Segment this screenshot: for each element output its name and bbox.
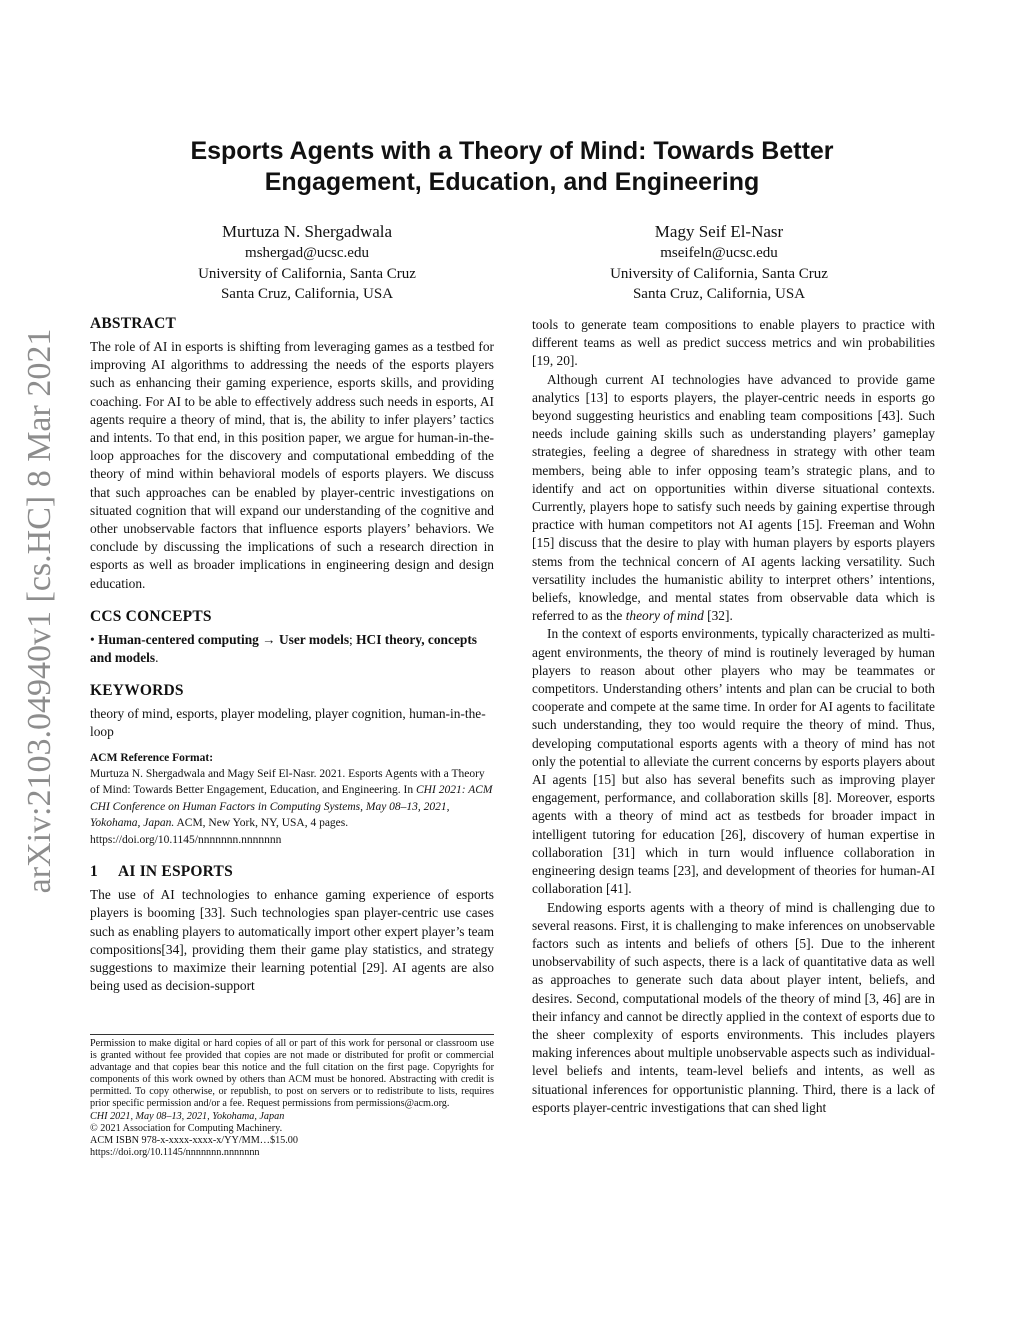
- ccs-bullet: •: [90, 631, 95, 647]
- keywords-text: theory of mind, esports, player modeling, player cognition, human-in-the-loop: [90, 706, 486, 740]
- paper-title: [120, 136, 904, 198]
- ccs-item-1: Human-centered computing: [98, 631, 259, 647]
- paragraph: [532, 371, 935, 626]
- paragraph-text: [32].: [703, 608, 733, 624]
- author-email: mseifeln@ucsc.edu: [660, 245, 778, 261]
- ccs-concepts: [90, 631, 494, 667]
- right-column: [532, 316, 935, 1117]
- ccs-arrow: →: [262, 631, 276, 647]
- acm-reference-label: ACM Reference Format:: [90, 751, 214, 764]
- arxiv-stamp-text: arXiv:2103.04940v1 [cs.HC] 8 Mar 2021: [21, 328, 58, 894]
- author-block-2: [539, 220, 899, 305]
- permission-notice: Permission to make digital or hard copies of all or part of this work for personal or classroom use is granted without fee provided that copies are not made or distributed for profit or commercial advantage and that copies bear this notice and the full citation on the first page. Copyrights for components of this work owned by others than ACM must be honored. Abstracting with credit is permitted. To copy otherwise, or republish, to post on servers or to redistribute to lists, requires prior specific permission and/or a fee. Request permissions from permissions@acm.org.: [90, 1038, 494, 1110]
- arxiv-stamp: [12, 316, 68, 906]
- section-1-paragraph: The use of AI technologies to enhance gaming experience of esports players is booming [33]. Such technologies span player-centric use cases such as enabling players to automatically import other expert player’s team compositions[34], providing them their game play statistics, and strategy suggestions to maximize their learning potential [29]. AI agents are also being used as decision-support: [90, 887, 494, 994]
- copyright-line: © 2021 Association for Computing Machinery.: [90, 1122, 283, 1134]
- ccs-item-2: User models: [278, 631, 350, 647]
- author-name: Magy Seif El-Nasr: [654, 222, 784, 241]
- acm-reference-pre: Murtuza N. Shergadwala and Magy Seif El-Nasr. 2021. Esports Agents with a Theory of Mind: Towards Better Engagement, Education, and Engineering. In: [90, 767, 485, 797]
- doi-line: https://doi.org/10.1145/nnnnnnn.nnnnnnn: [90, 1146, 260, 1158]
- author-location: Santa Cruz, California, USA: [632, 286, 806, 302]
- footnote: [90, 1038, 494, 1159]
- ccs-separator: ;: [349, 631, 353, 647]
- paragraph: tools to generate team compositions to enable players to practice with different teams as well as predict success metrics and win probabilities [19, 20].: [532, 317, 935, 369]
- acm-reference-text: [90, 766, 494, 849]
- acm-reference-venue: CHI 2021: ACM CHI Conference on Human Factors in Computing Systems, May 08–13, 2021, Yokohama, Japan.: [90, 784, 493, 830]
- title-line-2: Engagement, Education, and Engineering: [264, 168, 760, 196]
- title-line-1: Esports Agents with a Theory of Mind: Towards Better: [190, 137, 834, 165]
- author-email: mshergad@ucsc.edu: [245, 245, 369, 261]
- ccs-item-3: HCI theory, concepts and models: [90, 631, 477, 666]
- emphasis: theory of mind: [625, 608, 704, 624]
- ccs-heading: CCS CONCEPTS: [90, 607, 212, 625]
- acm-reference-post: ACM, New York, NY, USA, 4 pages. https://doi.org/10.1145/nnnnnnn.nnnnnnn: [90, 817, 349, 846]
- paragraph: Endowing esports agents with a theory of mind is challenging due to several reasons. First, it is challenging to make inferences on unobservable factors such as intents and beliefs of others [5]. Due to the inherent unobservability of such aspects, there is a lack of quantitative data as well as approaches to generate such data about player intent, beliefs, and desires. Second, computational models of the theory of mind [3, 46] are in their infancy and cannot be directly applied in the context of esports due to the sheer complexity of esports environments. This includes players making inferences about multiple unobservable aspects such as individual-level beliefs and intents, team-level beliefs and intents, as well as situational inferences for opportunistic planning. Third, there is a lack of esports player-centric investigations that can shed light: [532, 899, 935, 1115]
- section-1-heading: [90, 862, 494, 882]
- section-number: 1: [90, 863, 98, 881]
- abstract-text: The role of AI in esports is shifting from leveraging games as a testbed for improving AI algorithms to addressing the needs of the esports players such as enhancing their gaming experience, esports skills, and providing coaching. For AI to be able to effectively address such needs in esports, AI agents require a theory of mind, that is, the ability to infer players’ tactics and intents. To that end, in this position paper, we argue for human-in-the-loop approaches for the discovery and computational embedding of the theory of mind within behavioral models of esports players. We discuss that such approaches can be enabled by player-centric investigations on situated cognition that will expand our understanding of the cognitive and other unobservable factors that influence esports players’ behaviors. We conclude by discussing the implications of such a research direction in esports as well as broader implications in engineering design and design education.: [90, 339, 494, 591]
- author-name: Murtuza N. Shergadwala: [221, 222, 393, 241]
- author-affiliation: University of California, Santa Cruz: [610, 265, 828, 282]
- author-affiliation: University of California, Santa Cruz: [198, 265, 416, 282]
- ccs-end: .: [155, 650, 159, 666]
- section-title: AI IN ESPORTS: [118, 863, 233, 881]
- paragraph-text: Although current AI technologies have advanced to provide game analytics [13] to esports players, the player-centric needs in esports go beyond suggesting heuristics and enabling team compositions [43]. Such needs include gaining skills such as understanding players’ gameplay strategies, feeling a degree of sharedness in strategy with other team members, being able to infer opposing team’s strategic plans, and to identify and act on opportunities within diverse situational contexts. Currently, players hope to satisfy such needs by gaining expertise through practice with human competitors not AI agents [15]. Freeman and Wohn [15] discuss that the desire to play with human players by esports players stems from the technical concern of AI agents lacking versatility. Such versatility includes the humanistic ability to interpret others’ intentions, beliefs, knowledge, and mental states from observable data which is referred to as the: [532, 371, 935, 624]
- footnote-rule: [90, 1034, 494, 1035]
- author-location: Santa Cruz, California, USA: [220, 286, 394, 302]
- conference-line: CHI 2021, May 08–13, 2021, Yokohama, Japan: [90, 1110, 285, 1122]
- author-block-1: [127, 220, 487, 305]
- keywords-heading: KEYWORDS: [90, 682, 184, 700]
- abstract-heading: ABSTRACT: [90, 315, 177, 332]
- paragraph: In the context of esports environments, typically characterized as multi-agent environments, the theory of mind is routinely leveraged by human players to reason about other players who may be teammates or competitors. Understanding others’ intents and plan can be crucial to both cooperate and compete at the same time. In order for AI agents to facilitate such understanding, they too would require the theory of mind. Thus, developing computational esports agents with a theory of mind has not only the potential to alleviate the current concerns by esports players about AI agents [15] but also has several benefits such as improving player engagement, performance, and collaboration skills [8]. Moreover, esports agents with a theory of mind act as testbeds for broader impact in intelligent tutoring for education [26], discovery of human expertise in collaboration [31] which in turn would influence collaboration in engineering design teams [23], and development of theories for human-AI collaboration [41].: [532, 626, 935, 897]
- left-column: [90, 314, 494, 995]
- isbn-line: ACM ISBN 978-x-xxxx-xxxx-x/YY/MM…$15.00: [90, 1134, 298, 1146]
